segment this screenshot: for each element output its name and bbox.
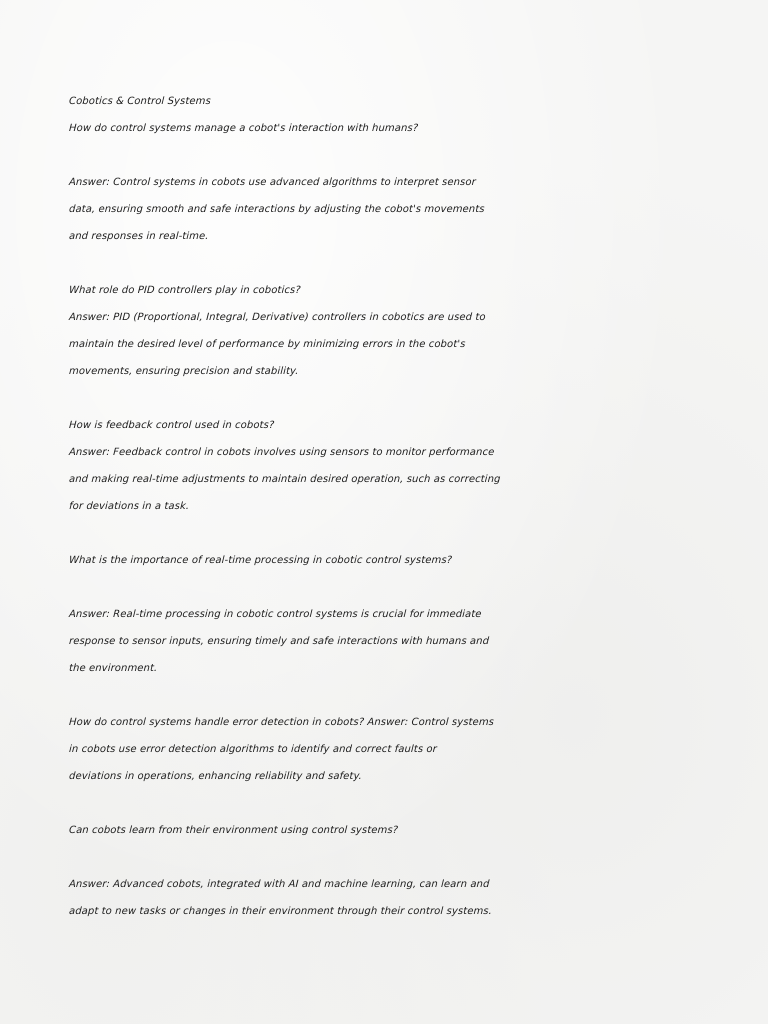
answer-4-line-2: response to sensor inputs, ensuring timely and safe interactions with humans and <box>68 636 490 647</box>
answer-2-line-1: Answer: PID (Proportional, Integral, Derivative) controllers in cobotics are used to <box>68 312 486 323</box>
answer-3-line-2: and making real-time adjustments to maintain desired operation, such as correcting <box>68 474 501 485</box>
question-1: How do control systems manage a cobot's interaction with humans? <box>68 123 419 134</box>
answer-1-line-1: Answer: Control systems in cobots use advanced algorithms to interpret sensor <box>68 177 477 188</box>
question-2: What role do PID controllers play in cobotics? <box>68 285 301 296</box>
paragraph-gap <box>69 520 729 547</box>
answer-1-line-3: and responses in real-time. <box>68 231 209 242</box>
paragraph-gap <box>69 142 729 169</box>
paragraph-gap <box>69 250 729 277</box>
answer-5-line-2: deviations in operations, enhancing reliability and safety. <box>68 771 363 782</box>
answer-4-line-3: the environment. <box>68 663 158 674</box>
answer-2-line-3: movements, ensuring precision and stability. <box>68 366 299 377</box>
paragraph-gap <box>69 682 729 709</box>
answer-6-line-1: Answer: Advanced cobots, integrated with AI and machine learning, can learn and <box>68 879 490 890</box>
paragraph-gap <box>69 844 729 871</box>
paragraph-gap <box>69 790 729 817</box>
document-body <box>69 88 729 925</box>
document-title: Cobotics & Control Systems <box>68 96 212 107</box>
paragraph-gap <box>69 385 729 412</box>
answer-4-line-1: Answer: Real-time processing in cobotic control systems is crucial for immediate <box>68 609 482 620</box>
answer-6-line-2: adapt to new tasks or changes in their environment through their control systems. <box>68 906 493 917</box>
answer-3-line-3: for deviations in a task. <box>68 501 190 512</box>
paragraph-gap <box>69 574 729 601</box>
answer-1-line-2: data, ensuring smooth and safe interactions by adjusting the cobot's movements <box>68 204 485 215</box>
question-3: How is feedback control used in cobots? <box>68 420 275 431</box>
question-4: What is the importance of real-time processing in cobotic control systems? <box>68 555 453 566</box>
question-5: How do control systems handle error detection in cobots? Answer: Control systems <box>68 717 495 728</box>
answer-3-line-1: Answer: Feedback control in cobots involves using sensors to monitor performance <box>68 447 495 458</box>
answer-2-line-2: maintain the desired level of performance by minimizing errors in the cobot's <box>68 339 466 350</box>
answer-5-line-1: in cobots use error detection algorithms to identify and correct faults or <box>68 744 438 755</box>
question-6: Can cobots learn from their environment using control systems? <box>68 825 399 836</box>
